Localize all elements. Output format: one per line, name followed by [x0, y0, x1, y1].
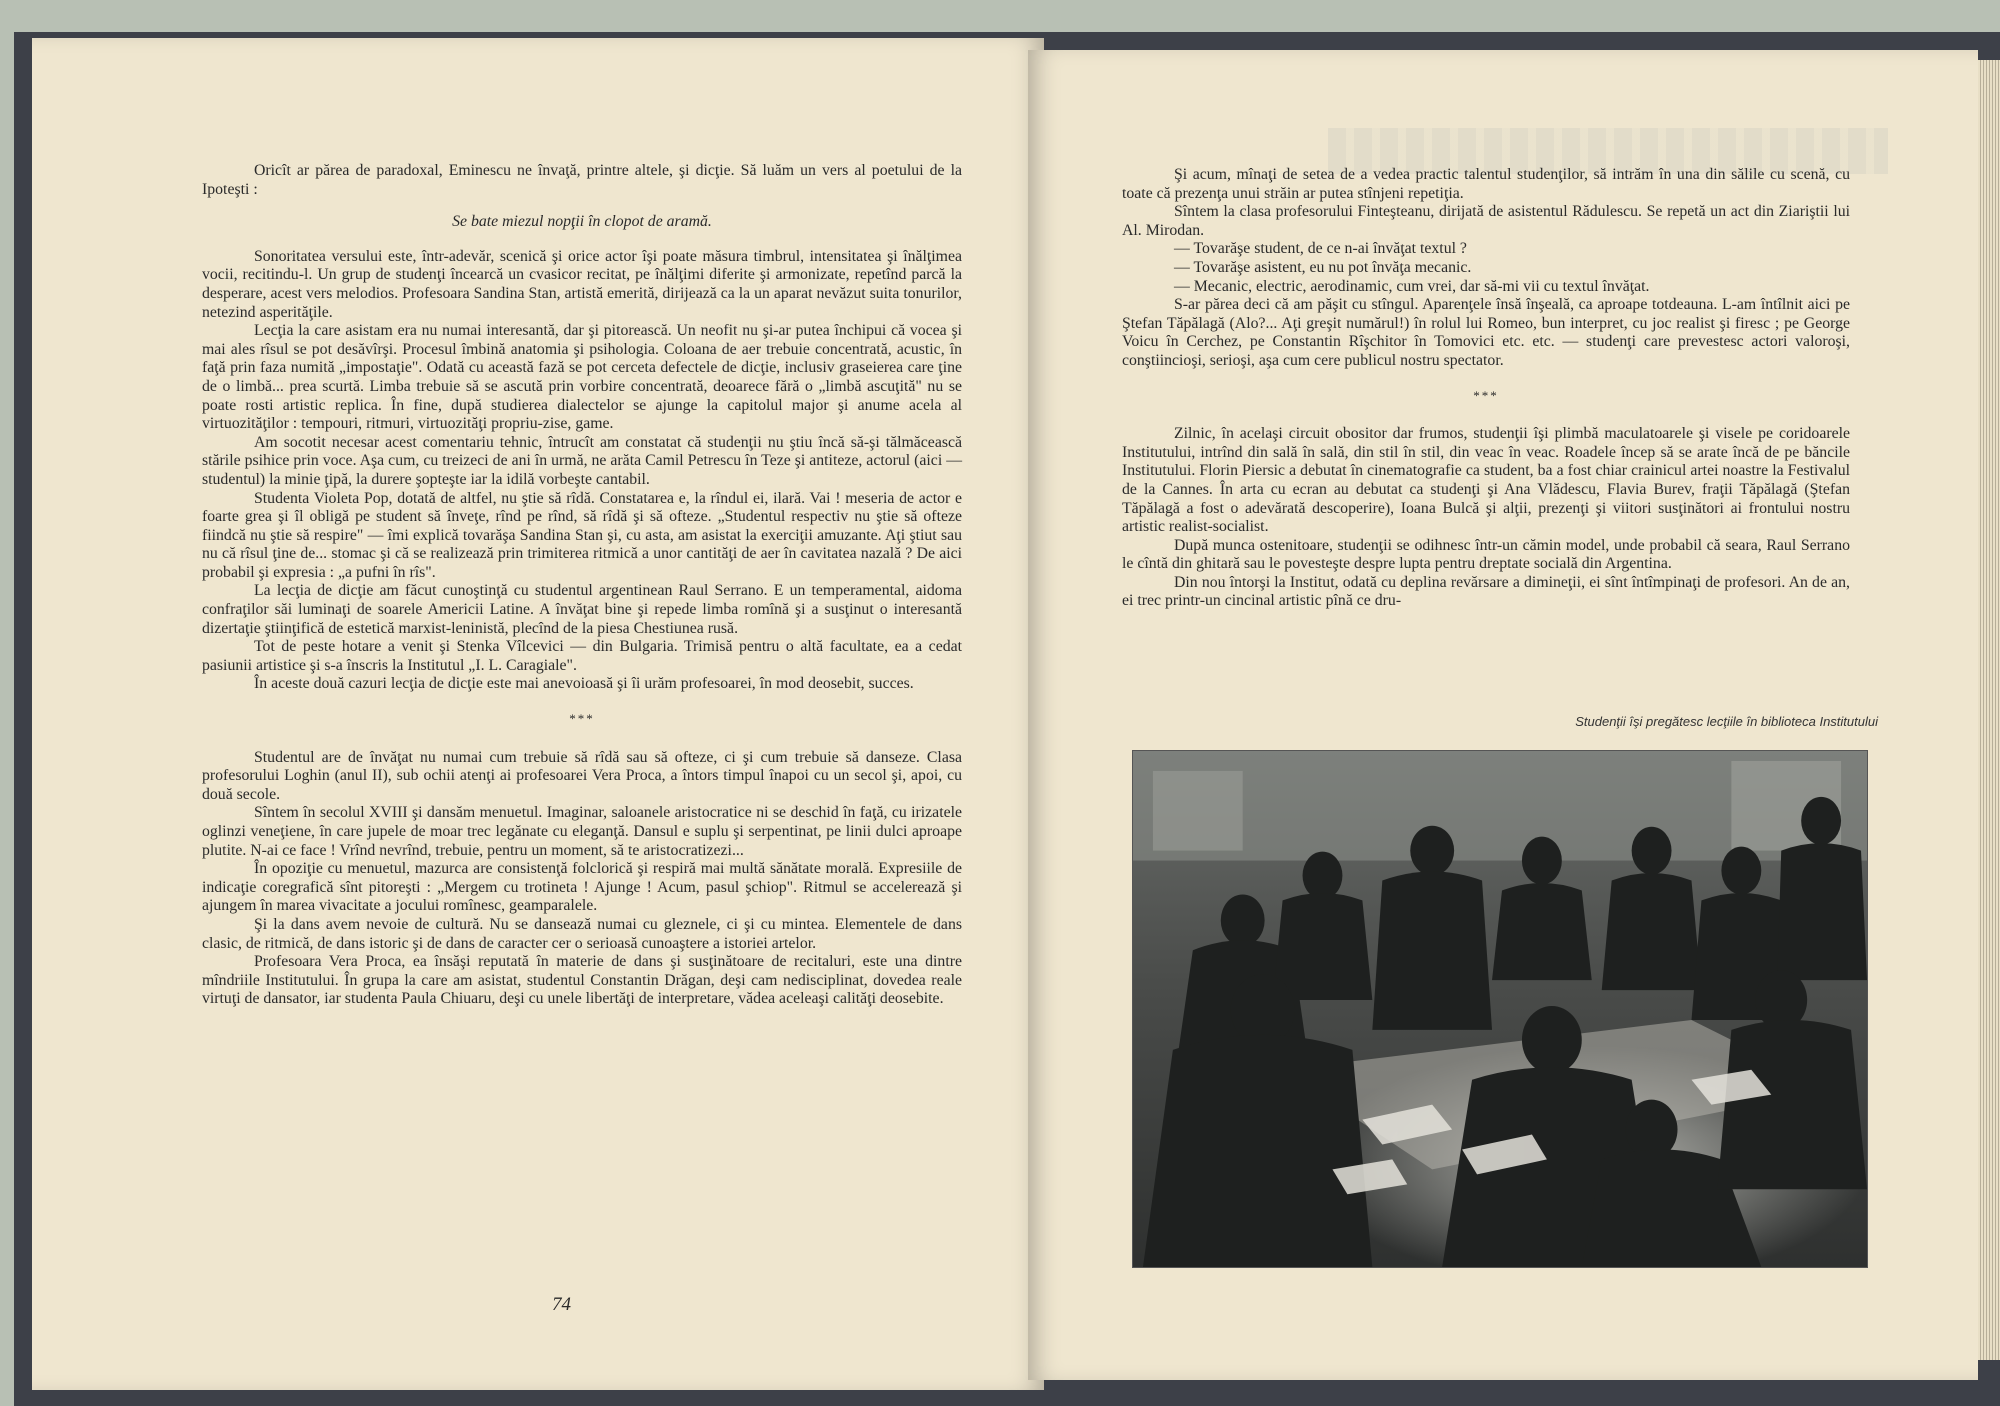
right-page [1028, 50, 1978, 1380]
paragraph: Studenta Violeta Pop, dotată de altfel, nu ştie să rîdă. Constatarea e, la rîndul ei, ilară. Vai ! meseria de actor e foarte grea şi îl obligă pe student să înveţe, rînd pe rînd, să rîdă şi să ofteze. „Studentul respectiv nu ştie să ofteze fiindcă nu ştie să respire" — îmi explică tovarăşa Sandina Stan şi, cu asta, am asistat la exerciţii amuzante. Aţi ştiut sau nu că rîsul ţine de... stomac şi că se realizează prin trimiterea ritmică a unor cantităţi de aer în cavitatea nazală ? De aici probabil şi expresia : „a pufni în rîs". [202, 489, 962, 581]
paragraph: Sîntem la clasa profesorului Finteşteanu, dirijată de asistentul Rădulescu. Se repetă un act din Ziariştii lui Al. Mirodan. [1122, 203, 1850, 239]
paragraph: Profesoara Vera Proca, ea însăşi reputată în materie de dans şi susţinătoare de recitaluri, este una dintre mîndriile Institutului. În grupa la care am asistat, studentul Constantin Drăgan, deşi cam nedisciplinat, dovedea reale virtuţi de dansator, iar studenta Paula Chiuaru, deşi cu unele libertăţi de interpretare, vădea aceleaşi calităţi deosebite. [202, 953, 962, 1008]
right-text-column [1122, 166, 1850, 611]
paragraph: Zilnic, în acelaşi circuit obositor dar frumos, studenţii îşi plimbă maculatoarele şi visele pe coridoarele Institutului, intrînd din sală în sală, din stil în stil, din veac în veac. Roadele încep să se arate încă de pe băncile Institutului. Florin Piersic a debutat în cinematografie ca student, ba a fost chiar crainicul artei noastre la Festivalul de la Cannes. În arta cu ecran au debutat ca studenţi şi Ana Vlădescu, Flavia Burev, fraţii Tăpălagă (Ştefan Tăpălagă a fost o adevărată descoperire), Ioana Bulcă şi alţii, prezenţi şi viitori susţinători ai frontului nostru artistic realist-socialist. [1122, 425, 1850, 536]
paragraph: Tot de peste hotare a venit şi Stenka Vîlcevici — din Bulgaria. Trimisă pentru o altă facultate, ea a cedat pasiunii artistice şi s-a înscris la Institutul „I. L. Caragiale". [202, 638, 962, 674]
dialogue-line: — Mecanic, electric, aerodinamic, cum vrei, dar să-mi vii cu textul învăţat. [1174, 277, 1650, 295]
paragraph: Şi la dans avem nevoie de cultură. Nu se dansează numai cu gleznele, ci şi cu mintea. Elementele de dans clasic, de ritmică, de dans istoric şi de dans de caracter cer o serioasă cunoaştere a istoriei artelor. [202, 915, 962, 952]
section-separator: *** [569, 711, 595, 727]
paragraph: Şi acum, mînaţi de setea de a vedea practic talentul studenţilor, să intrăm în una din sălile cu scenă, cu toate că prezenţa unui străin ar putea stînjeni repetiţia. [1122, 166, 1850, 202]
paragraph: S-ar părea deci că am păşit cu stîngul. Aparenţele însă înşeală, ca aproape totdeauna. L-am întîlnit aici pe Ştefan Tăpălagă (Alo?... Aţi greşit numărul!) în rolul lui Romeo, bun interpret, cu joc realist şi firesc ; pe George Voicu în Cerchez, pe Constantin Rîşchitor în Tomovici etc. etc. — studenţi care prevestesc actori valoroşi, conştiincioşi, serioşi, aşa cum cere publicul nostru spectator. [1122, 296, 1850, 369]
page-number: 74 [552, 1294, 571, 1315]
library-photo [1132, 750, 1868, 1268]
paragraph: Oricît ar părea de paradoxal, Eminescu ne învaţă, printre altele, şi dicţie. Să luăm un vers al poetului de la Ipoteşti : [202, 162, 962, 198]
paragraph: Am socotit necesar acest comentariu tehnic, întrucît am constatat că studenţii nu ştiu încă să-şi tălmăcească stările psihice prin voce. Aşa cum, cu treizeci de ani în urmă, ne arăta Camil Petrescu în Teze şi antiteze, actorul (aici — studentul) la minie ţipă, la durere şopteşte iar la idilă vorbeşte cantabil. [202, 433, 962, 488]
dialogue-line: — Tovarăşe student, de ce n-ai învăţat textul ? [1174, 240, 1467, 258]
paragraph: În opoziţie cu menuetul, mazurca are consistenţă folclorică şi respiră mai multă sănătate morală. Expresiile de indicaţie coregrafică sînt pitoreşti : „Mergem cu trotineta ! Ajunge ! Acum, pasul şchiop". Ritmul se accelerează şi ajungem în marea vivacitate a jocului romînesc, geamparalele. [202, 860, 962, 915]
paragraph: Sîntem în secolul XVIII şi dansăm menuetul. Imaginar, saloanele aristocratice ni se deschid în faţă, cu irizatele oglinzi veneţiene, în care jupele de moar trec legănate cu eleganţă. Dansul e suplu şi serpentinat, pe linii dulci aproape plutite. N-ai ce face ! Vrînd nevrînd, trebuie, pentru un moment, să te aristocratizezi... [202, 804, 962, 859]
paragraph: Din nou întorşi la Institut, odată cu deplina revărsare a dimineţii, ei sînt întîmpinaţi de profesori. An de an, ei trec printr-un cincinal artistic pînă ce dru- [1122, 573, 1850, 610]
paragraph: Studentul are de învăţat nu numai cum trebuie să rîdă sau să ofteze, ci şi cum trebuie să danseze. Clasa profesorului Loghin (anul II), sub ochii atenţi ai profesoarei Vera Proca, a întors timpul înapoi cu un secol şi, apoi, cu două secole. [202, 748, 962, 803]
paragraph: În aceste două cazuri lecţia de dicţie este mai anevoioasă şi îi urăm profesoarei, în mod deosebit, succes. [254, 675, 914, 693]
page-edges [1978, 60, 2000, 1360]
section-separator: *** [1473, 387, 1499, 403]
dialogue-line: — Tovarăşe asistent, eu nu pot învăţa mecanic. [1174, 258, 1472, 276]
paragraph: Sonoritatea versului este, într-adevăr, scenică şi orice actor îşi poate măsura timbrul, intensitatea şi înălţimea vocii, recitindu-l. Un grup de studenţi încearcă un cvasicor recitat, pe înălţimi diferite şi armonizate, repetînd parcă la desperare, acest vers melodios. Profesoara Sandina Stan, artistă emerită, dirijează ca la un aparat nevăzut suita tonurilor, netezind asperităţile. [202, 247, 962, 321]
paragraph: După munca ostenitoare, studenţii se odihnesc într-un cămin model, unde probabil că seara, Raul Serrano le cîntă din ghitară sau le povesteşte despre lupta pentru dreptate socială din Argentina. [1122, 536, 1850, 573]
photo-caption: Studenţii îşi pregătesc lecţiile în biblioteca Institutului [1575, 714, 1878, 729]
paragraph: La lecţia de dicţie am făcut cunoştinţă cu studentul argentinean Raul Serrano. E un temperamental, aidoma confraţilor săi luminaţi de soarele Americii Latine. A învăţat bine şi repede limba romînă şi a susţinut o interesantă dizertaţie ştiinţifică de estetică marxist-leninistă, plecînd de la piesa Chestiunea rusă. [202, 582, 962, 637]
paragraph: Lecţia la care asistam era nu numai interesantă, dar şi pitorească. Un neofit nu şi-ar putea închipui că vocea şi mai ales rîsul se pot desăvîrşi. Procesul îmbină anatomia şi psihologia. Coloana de aer trebuie concentrată, acustic, în faţă prin faza numită „impostaţie". Odată cu această fază se pot cerceta defectele de dicţie, inclusiv graseierea care ţine de o limbă... prea scurtă. Limba trebuie să se ascută prin vorbire concentrată, deoarece fără o „limbă ascuţită" nu se poate rosti artistic replica. În fine, după studierea dialectelor se ajunge la capitolul major şi anume acela al virtuozităţilor : tempouri, ritmuri, virtuozităţi propriu-zise, game. [202, 322, 962, 433]
verse-quote: Se bate miezul nopţii în clopot de aramă. [452, 213, 712, 231]
left-text-column [202, 162, 962, 1009]
left-page [32, 38, 1044, 1390]
